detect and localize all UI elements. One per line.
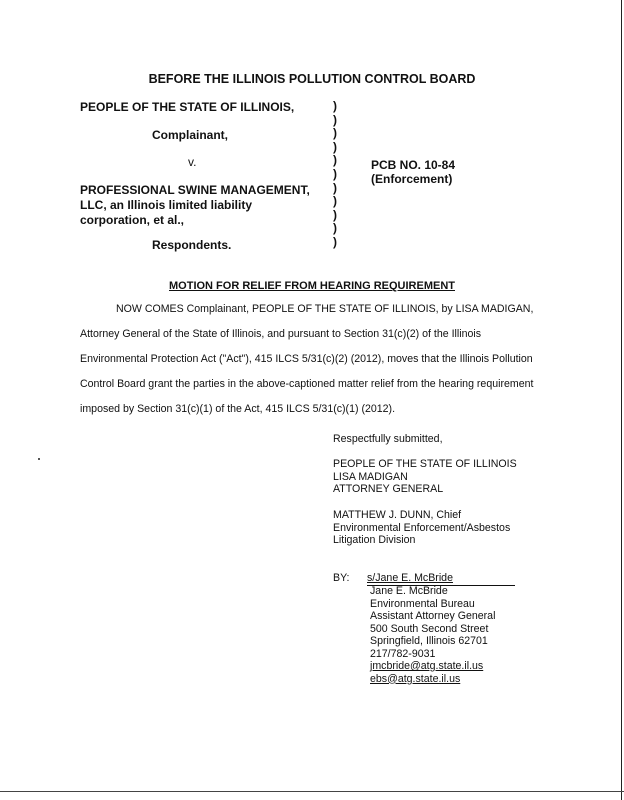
paren: ) <box>333 166 337 181</box>
paren: ) <box>333 221 337 236</box>
caption-divider <box>333 100 343 250</box>
respondent-party-line2: LLC, an Illinois limited liability <box>80 198 253 212</box>
chief-line: Litigation Division <box>333 534 416 546</box>
body-line: NOW COMES Complainant, PEOPLE OF THE STATE OF ILLINOIS, by LISA MADIGAN, <box>116 303 534 315</box>
by-label: BY: <box>333 572 350 584</box>
signatory-org <box>333 458 517 496</box>
attorney-line: Jane E. McBride <box>370 585 448 597</box>
email-link-secondary[interactable]: ebs@atg.state.il.us <box>370 672 461 685</box>
paren: ) <box>333 207 337 222</box>
paren: ) <box>333 153 337 168</box>
org-line: LISA MADIGAN <box>333 470 408 483</box>
respondent-role: Respondents. <box>152 238 232 252</box>
email-link-primary[interactable]: jmcbride@atg.state.il.us <box>370 660 484 672</box>
body-line: imposed by Section 31(c)(1) of the Act, 415 ILCS 5/31(c)(1) (2012). <box>80 403 396 415</box>
complainant-party: PEOPLE OF THE STATE OF ILLINOIS, <box>80 100 295 114</box>
complainant-role: Complainant, <box>152 128 229 142</box>
attorney-line: Environmental Bureau <box>370 597 475 610</box>
scan-speck <box>38 458 40 460</box>
scan-edge-bottom <box>0 791 624 792</box>
attorney-line: 500 South Second Street <box>370 622 489 635</box>
respondent-party-line1: PROFESSIONAL SWINE MANAGEMENT, <box>80 183 310 197</box>
motion-title: MOTION FOR RELIEF FROM HEARING REQUIREMENT <box>169 280 455 292</box>
attorney-line: Assistant Attorney General <box>370 610 496 622</box>
scan-edge-right <box>621 0 622 800</box>
attorney-block <box>370 585 495 685</box>
attorney-line: 217/782-9031 <box>370 647 436 660</box>
chief-line: MATTHEW J. DUNN, Chief <box>333 509 462 521</box>
body-line: Control Board grant the parties in the above-captioned matter relief from the hearing requirement <box>80 378 534 390</box>
paren: ) <box>333 180 337 195</box>
case-number: PCB NO. 10-84 <box>371 158 456 172</box>
body-line: Attorney General of the State of Illinois, and pursuant to Section 31(c)(2) of the Illinois <box>80 328 482 340</box>
paren: ) <box>333 234 337 249</box>
signature-line: s/Jane E. McBride <box>367 572 515 586</box>
paren: ) <box>333 112 337 127</box>
org-line: ATTORNEY GENERAL <box>333 483 444 495</box>
paren: ) <box>333 194 337 209</box>
division-chief <box>333 509 510 547</box>
closing: Respectfully submitted, <box>333 433 443 445</box>
paren: ) <box>333 99 337 113</box>
paren: ) <box>333 139 337 154</box>
respondent-party-line3: corporation, et al., <box>80 213 185 227</box>
motion-body <box>80 297 552 422</box>
paren: ) <box>333 126 337 141</box>
org-line: PEOPLE OF THE STATE OF ILLINOIS <box>333 458 517 470</box>
chief-line: Environmental Enforcement/Asbestos <box>333 521 511 534</box>
document-title: BEFORE THE ILLINOIS POLLUTION CONTROL BOARD <box>148 72 476 86</box>
case-type: (Enforcement) <box>371 172 453 186</box>
versus: v. <box>188 155 197 169</box>
body-line: Environmental Protection Act ("Act"), 415 ILCS 5/31(c)(2) (2012), moves that the Illinois Pollution <box>80 353 533 365</box>
attorney-line: Springfield, Illinois 62701 <box>370 635 488 647</box>
